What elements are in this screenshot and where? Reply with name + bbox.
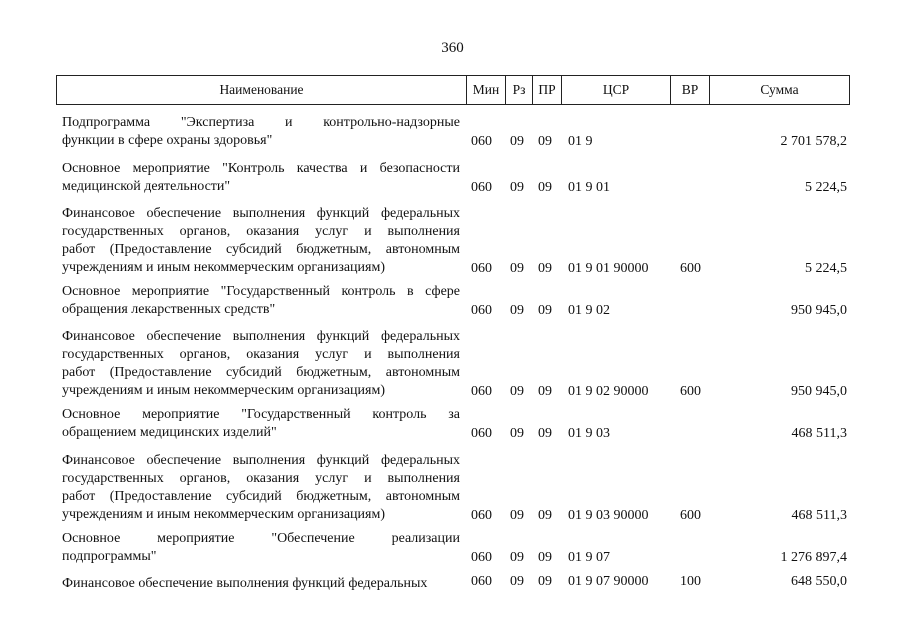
page-number: 360 [441,40,464,56]
row-name-line: Основное мероприятие "Контроль качества и безопасности [62,161,460,176]
row-vr: 100 [680,574,701,589]
row-csr: 01 9 01 [568,180,610,195]
column-header-vr: ВР [681,82,699,97]
row-name-line: работ (Предоставление субсидий бюджетным, автономным [62,242,460,257]
row-min: 060 [471,574,492,589]
row-name-line: Подпрограмма "Экспертиза и контрольно-надзорные [62,115,460,130]
row-min: 060 [471,261,492,276]
row-pr: 09 [538,574,552,589]
row-min: 060 [471,426,492,441]
row-name-line: Основное мероприятие "Государственный контроль в сфере [62,284,460,299]
row-name-line: Финансовое обеспечение выполнения функций федеральных [62,453,460,468]
row-vr: 600 [680,508,701,523]
row-name-line: учреждениям и иным некоммерческим организациям) [62,260,386,275]
row-pr: 09 [538,180,552,195]
column-header-sum: Сумма [760,82,799,97]
row-csr: 01 9 03 90000 [568,508,649,523]
row-csr: 01 9 07 [568,550,610,565]
row-name-line: Финансовое обеспечение выполнения функций федеральных [62,206,460,221]
row-csr: 01 9 01 90000 [568,261,649,276]
row-name-line: учреждениям и иным некоммерческим организациям) [62,383,386,398]
row-name-line: функции в сфере охраны здоровья" [62,133,273,148]
row-sum: 5 224,5 [805,180,847,195]
row-sum: 468 511,3 [791,426,847,441]
row-csr: 01 9 03 [568,426,610,441]
row-min: 060 [471,384,492,399]
row-name-line: Финансовое обеспечение выполнения функций федеральных [62,576,428,591]
row-sum: 648 550,0 [791,574,847,589]
column-header-rz: Рз [512,82,526,97]
row-rz: 09 [510,426,524,441]
row-name-line: Финансовое обеспечение выполнения функций федеральных [62,329,460,344]
column-header-min: Мин [472,82,500,97]
row-csr: 01 9 02 [568,303,610,318]
row-pr: 09 [538,508,552,523]
row-sum: 950 945,0 [791,384,847,399]
row-min: 060 [471,303,492,318]
row-name-line: государственных органов, оказания услуг и выполнения [62,471,460,486]
row-pr: 09 [538,261,552,276]
row-csr: 01 9 [568,134,593,149]
row-name-line: государственных органов, оказания услуг и выполнения [62,347,460,362]
row-name-line: Основное мероприятие "Государственный контроль за [62,407,460,422]
row-sum: 1 276 897,4 [780,550,847,565]
row-csr: 01 9 02 90000 [568,384,649,399]
row-name-line: работ (Предоставление субсидий бюджетным, автономным [62,489,460,504]
column-header-name: Наименование [219,82,304,97]
column-header-pr: ПР [538,82,556,97]
row-name-line: государственных органов, оказания услуг и выполнения [62,224,460,239]
row-min: 060 [471,134,492,149]
row-vr: 600 [680,384,701,399]
row-pr: 09 [538,384,552,399]
row-min: 060 [471,180,492,195]
row-sum: 2 701 578,2 [780,134,847,149]
row-min: 060 [471,550,492,565]
table-header [56,75,850,105]
row-name-line: медицинской деятельности" [62,179,231,194]
row-name-line: подпрограммы" [62,549,157,564]
row-name-line: Основное мероприятие "Обеспечение реализации [62,531,460,546]
row-rz: 09 [510,384,524,399]
row-pr: 09 [538,303,552,318]
row-rz: 09 [510,508,524,523]
row-csr: 01 9 07 90000 [568,574,649,589]
row-rz: 09 [510,180,524,195]
row-rz: 09 [510,303,524,318]
row-rz: 09 [510,574,524,589]
row-rz: 09 [510,550,524,565]
row-pr: 09 [538,426,552,441]
row-name-line: обращением медицинских изделий" [62,425,277,440]
row-pr: 09 [538,550,552,565]
row-name-line: работ (Предоставление субсидий бюджетным, автономным [62,365,460,380]
row-rz: 09 [510,134,524,149]
row-sum: 468 511,3 [791,508,847,523]
column-header-csr: ЦСР [602,82,630,97]
row-name-line: учреждениям и иным некоммерческим организациям) [62,507,386,522]
row-pr: 09 [538,134,552,149]
row-sum: 950 945,0 [791,303,847,318]
row-sum: 5 224,5 [805,261,847,276]
row-vr: 600 [680,261,701,276]
row-rz: 09 [510,261,524,276]
row-name-line: обращения лекарственных средств" [62,302,276,317]
row-min: 060 [471,508,492,523]
